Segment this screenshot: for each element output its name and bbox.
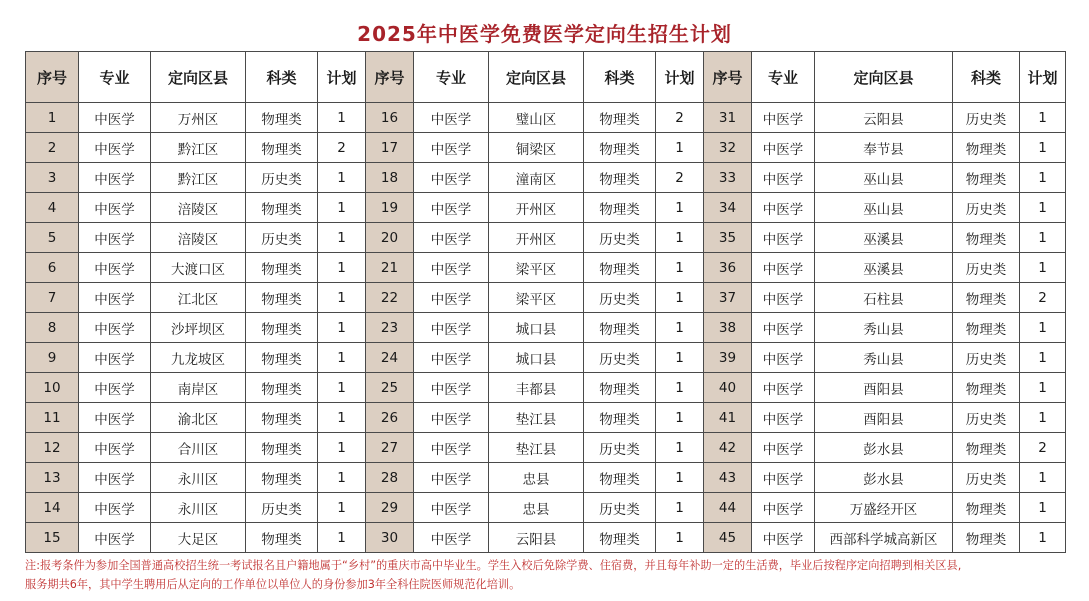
cell-plan: 1 [318,403,366,433]
cell-plan: 2 [656,103,704,133]
cell-category: 物理类 [584,253,656,283]
cell-plan: 1 [1020,373,1066,403]
cell-category: 物理类 [584,313,656,343]
cell-number: 19 [366,193,414,223]
cell-category: 物理类 [953,523,1020,553]
cell-number: 9 [26,343,79,373]
cell-category: 历史类 [953,403,1020,433]
cell-district: 酉阳县 [815,373,953,403]
table-row [26,163,1066,193]
cell-major: 中医学 [414,343,489,373]
cell-plan: 1 [656,433,704,463]
cell-major: 中医学 [414,313,489,343]
cell-district: 渝北区 [151,403,246,433]
cell-number: 29 [366,493,414,523]
cell-district: 巫溪县 [815,223,953,253]
cell-district: 云阳县 [489,523,584,553]
cell-plan: 1 [1020,103,1066,133]
cell-plan: 1 [318,433,366,463]
cell-plan: 1 [1020,133,1066,163]
cell-category: 历史类 [584,223,656,253]
cell-district: 铜梁区 [489,133,584,163]
table-body [26,103,1066,553]
cell-district: 巫山县 [815,193,953,223]
footnote-line: 服务期共6年，其中学生聘用后从定向的工作单位以单位人的身份参加3年全科住院医师规范化培训。 [25,578,521,591]
cell-number: 28 [366,463,414,493]
header-plan: 计划 [318,52,366,103]
cell-district: 酉阳县 [815,403,953,433]
cell-major: 中医学 [752,463,815,493]
cell-district: 潼南区 [489,163,584,193]
cell-category: 物理类 [584,193,656,223]
cell-plan: 1 [656,343,704,373]
cell-number: 34 [704,193,752,223]
cell-number: 15 [26,523,79,553]
cell-plan: 1 [1020,193,1066,223]
cell-plan: 1 [1020,463,1066,493]
cell-plan: 1 [1020,343,1066,373]
cell-number: 27 [366,433,414,463]
cell-number: 39 [704,343,752,373]
table-row [26,193,1066,223]
cell-number: 38 [704,313,752,343]
cell-number: 2 [26,133,79,163]
cell-number: 21 [366,253,414,283]
cell-district: 江北区 [151,283,246,313]
cell-district: 垫江县 [489,403,584,433]
cell-plan: 1 [318,493,366,523]
cell-category: 历史类 [584,283,656,313]
cell-category: 物理类 [246,253,318,283]
cell-major: 中医学 [752,223,815,253]
cell-plan: 1 [318,373,366,403]
cell-district: 万盛经开区 [815,493,953,523]
cell-district: 彭水县 [815,463,953,493]
cell-major: 中医学 [79,463,151,493]
cell-number: 43 [704,463,752,493]
cell-major: 中医学 [79,403,151,433]
table-row [26,103,1066,133]
cell-category: 物理类 [584,133,656,163]
cell-major: 中医学 [414,103,489,133]
cell-major: 中医学 [414,163,489,193]
header-plan: 计划 [656,52,704,103]
cell-district: 涪陵区 [151,193,246,223]
cell-number: 42 [704,433,752,463]
cell-category: 物理类 [246,103,318,133]
table-row [26,493,1066,523]
cell-district: 忠县 [489,463,584,493]
cell-category: 物理类 [246,523,318,553]
cell-plan: 1 [318,193,366,223]
footnote-line: 注:报考条件为参加全国普通高校招生统一考试报名且户籍地属于“乡村”的重庆市高中毕业生。学生入校后免除学费、住宿费，并且每年补助一定的生活费，毕业后按程序定向招聘到相关区县, [25,559,962,572]
table-row [26,283,1066,313]
cell-major: 中医学 [414,403,489,433]
cell-plan: 1 [656,223,704,253]
cell-number: 11 [26,403,79,433]
cell-category: 物理类 [953,223,1020,253]
cell-category: 历史类 [953,253,1020,283]
header-number: 序号 [704,52,752,103]
cell-category: 物理类 [953,163,1020,193]
header-major: 专业 [752,52,815,103]
header-major: 专业 [414,52,489,103]
cell-major: 中医学 [752,283,815,313]
cell-major: 中医学 [79,523,151,553]
cell-category: 物理类 [584,403,656,433]
cell-number: 30 [366,523,414,553]
header-category: 科类 [953,52,1020,103]
cell-district: 南岸区 [151,373,246,403]
cell-major: 中医学 [752,253,815,283]
cell-plan: 1 [318,283,366,313]
cell-district: 九龙坡区 [151,343,246,373]
header-category: 科类 [584,52,656,103]
cell-category: 历史类 [953,103,1020,133]
cell-category: 历史类 [246,223,318,253]
cell-category: 物理类 [584,463,656,493]
cell-district: 大渡口区 [151,253,246,283]
cell-category: 物理类 [246,283,318,313]
cell-district: 沙坪坝区 [151,313,246,343]
cell-district: 西部科学城高新区 [815,523,953,553]
cell-major: 中医学 [79,103,151,133]
cell-number: 41 [704,403,752,433]
cell-district: 忠县 [489,493,584,523]
cell-number: 7 [26,283,79,313]
cell-major: 中医学 [414,463,489,493]
cell-category: 物理类 [953,373,1020,403]
cell-district: 丰都县 [489,373,584,403]
cell-district: 秀山县 [815,343,953,373]
cell-plan: 2 [656,163,704,193]
header-major: 专业 [79,52,151,103]
cell-number: 37 [704,283,752,313]
cell-number: 25 [366,373,414,403]
cell-plan: 1 [656,193,704,223]
cell-major: 中医学 [79,253,151,283]
cell-plan: 1 [1020,403,1066,433]
cell-plan: 1 [1020,223,1066,253]
cell-category: 历史类 [246,163,318,193]
cell-district: 万州区 [151,103,246,133]
cell-major: 中医学 [79,343,151,373]
header-category: 科类 [246,52,318,103]
cell-number: 5 [26,223,79,253]
cell-major: 中医学 [752,133,815,163]
cell-district: 开州区 [489,193,584,223]
table-row [26,313,1066,343]
cell-plan: 1 [318,343,366,373]
cell-district: 奉节县 [815,133,953,163]
cell-plan: 1 [1020,493,1066,523]
cell-district: 石柱县 [815,283,953,313]
cell-category: 物理类 [246,313,318,343]
cell-plan: 1 [1020,313,1066,343]
cell-number: 10 [26,373,79,403]
cell-number: 8 [26,313,79,343]
table-row [26,223,1066,253]
cell-number: 36 [704,253,752,283]
cell-plan: 1 [656,493,704,523]
cell-district: 云阳县 [815,103,953,133]
cell-category: 历史类 [953,463,1020,493]
table-row [26,523,1066,553]
header-plan: 计划 [1020,52,1066,103]
table-row [26,373,1066,403]
cell-plan: 1 [656,133,704,163]
cell-district: 合川区 [151,433,246,463]
cell-category: 历史类 [953,193,1020,223]
cell-major: 中医学 [79,223,151,253]
cell-major: 中医学 [752,493,815,523]
cell-category: 物理类 [584,163,656,193]
cell-major: 中医学 [79,313,151,343]
cell-district: 城口县 [489,343,584,373]
cell-number: 23 [366,313,414,343]
cell-category: 物理类 [953,493,1020,523]
cell-plan: 1 [318,103,366,133]
cell-major: 中医学 [79,373,151,403]
cell-plan: 1 [656,283,704,313]
cell-number: 14 [26,493,79,523]
cell-district: 城口县 [489,313,584,343]
cell-number: 13 [26,463,79,493]
cell-district: 永川区 [151,463,246,493]
cell-district: 开州区 [489,223,584,253]
cell-plan: 2 [1020,283,1066,313]
cell-district: 垫江县 [489,433,584,463]
cell-category: 历史类 [584,343,656,373]
cell-major: 中医学 [752,343,815,373]
header-number: 序号 [26,52,79,103]
cell-major: 中医学 [752,433,815,463]
cell-number: 16 [366,103,414,133]
cell-major: 中医学 [414,433,489,463]
table-row [26,403,1066,433]
cell-district: 大足区 [151,523,246,553]
cell-plan: 1 [318,313,366,343]
cell-plan: 1 [656,373,704,403]
cell-major: 中医学 [79,163,151,193]
cell-number: 20 [366,223,414,253]
cell-major: 中医学 [79,193,151,223]
table-row [26,343,1066,373]
cell-major: 中医学 [79,283,151,313]
header-district: 定向区县 [815,52,953,103]
cell-plan: 1 [1020,523,1066,553]
cell-plan: 1 [318,253,366,283]
cell-category: 物理类 [246,193,318,223]
cell-major: 中医学 [414,133,489,163]
cell-number: 32 [704,133,752,163]
cell-category: 物理类 [953,283,1020,313]
cell-district: 巫溪县 [815,253,953,283]
cell-district: 梁平区 [489,253,584,283]
cell-district: 永川区 [151,493,246,523]
cell-category: 物理类 [246,133,318,163]
table-header-row [26,52,1066,103]
cell-number: 4 [26,193,79,223]
cell-major: 中医学 [414,253,489,283]
cell-plan: 1 [656,523,704,553]
cell-major: 中医学 [79,493,151,523]
cell-category: 物理类 [953,313,1020,343]
cell-major: 中医学 [752,523,815,553]
table-row [26,133,1066,163]
cell-plan: 1 [656,253,704,283]
cell-number: 22 [366,283,414,313]
cell-plan: 2 [1020,433,1066,463]
cell-major: 中医学 [414,523,489,553]
cell-district: 梁平区 [489,283,584,313]
cell-number: 44 [704,493,752,523]
cell-category: 物理类 [246,343,318,373]
cell-number: 45 [704,523,752,553]
cell-number: 26 [366,403,414,433]
cell-category: 物理类 [953,433,1020,463]
cell-district: 彭水县 [815,433,953,463]
cell-category: 物理类 [246,373,318,403]
table-row [26,433,1066,463]
cell-district: 璧山区 [489,103,584,133]
cell-district: 秀山县 [815,313,953,343]
cell-major: 中医学 [752,193,815,223]
cell-number: 31 [704,103,752,133]
cell-plan: 2 [318,133,366,163]
cell-major: 中医学 [752,403,815,433]
cell-number: 18 [366,163,414,193]
header-number: 序号 [366,52,414,103]
cell-major: 中医学 [752,103,815,133]
cell-major: 中医学 [414,283,489,313]
cell-number: 35 [704,223,752,253]
cell-category: 历史类 [953,343,1020,373]
cell-number: 17 [366,133,414,163]
cell-number: 24 [366,343,414,373]
cell-major: 中医学 [752,313,815,343]
cell-category: 物理类 [246,463,318,493]
cell-number: 33 [704,163,752,193]
cell-major: 中医学 [752,163,815,193]
cell-number: 40 [704,373,752,403]
cell-plan: 1 [318,523,366,553]
cell-category: 历史类 [584,493,656,523]
cell-plan: 1 [656,403,704,433]
cell-category: 物理类 [584,373,656,403]
cell-major: 中医学 [79,433,151,463]
cell-district: 黔江区 [151,133,246,163]
cell-number: 3 [26,163,79,193]
cell-major: 中医学 [414,193,489,223]
cell-major: 中医学 [79,133,151,163]
cell-major: 中医学 [414,493,489,523]
cell-number: 6 [26,253,79,283]
cell-category: 物理类 [246,433,318,463]
cell-category: 物理类 [584,103,656,133]
cell-plan: 1 [318,163,366,193]
cell-category: 历史类 [584,433,656,463]
cell-number: 1 [26,103,79,133]
enrollment-plan-table [25,51,1066,553]
cell-district: 黔江区 [151,163,246,193]
cell-number: 12 [26,433,79,463]
page-title: 2025年中医学免费医学定向生招生计划 [357,22,732,46]
header-district: 定向区县 [489,52,584,103]
cell-category: 物理类 [246,403,318,433]
cell-category: 物理类 [953,133,1020,163]
cell-major: 中医学 [414,373,489,403]
table-row [26,463,1066,493]
cell-plan: 1 [1020,253,1066,283]
cell-category: 历史类 [246,493,318,523]
cell-district: 巫山县 [815,163,953,193]
header-district: 定向区县 [151,52,246,103]
cell-major: 中医学 [414,223,489,253]
footnote [25,556,1070,594]
cell-major: 中医学 [752,373,815,403]
cell-plan: 1 [318,223,366,253]
cell-plan: 1 [318,463,366,493]
cell-plan: 1 [656,463,704,493]
cell-plan: 1 [656,313,704,343]
cell-district: 涪陵区 [151,223,246,253]
table-row [26,253,1066,283]
cell-category: 物理类 [584,523,656,553]
cell-plan: 1 [1020,163,1066,193]
